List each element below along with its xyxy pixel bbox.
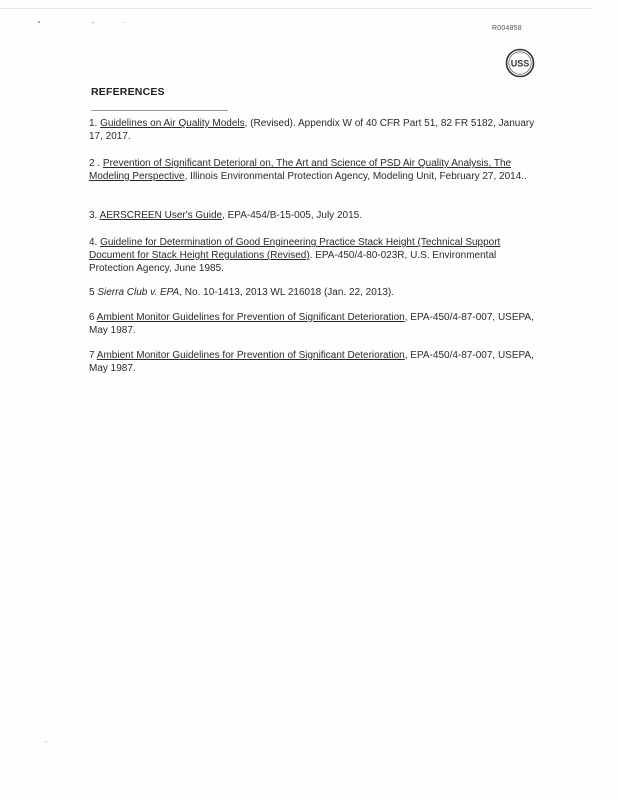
reference-title: Guidelines on Air Quality Models (100, 118, 245, 129)
scan-speck (123, 22, 124, 23)
reference-number: 2 . (89, 158, 101, 169)
scan-speck (92, 22, 94, 23)
reference-title: Ambient Monitor Guidelines for Prevention of Significant Deterioration (96, 350, 405, 361)
reference-number: 1. (89, 118, 98, 129)
reference-details: , Illinois Environmental Protection Agency, Modeling Unit, February 27, 2014.. (184, 171, 527, 182)
reference-case-name: Sierra Club v. EPA (97, 287, 180, 298)
scan-speck (45, 741, 47, 742)
reference-item-1 (89, 117, 539, 143)
reference-details: , EPA-454/B-15-005, July 2015. (222, 210, 362, 221)
reference-item-6 (89, 311, 539, 337)
scan-speck (38, 21, 40, 23)
reference-item-7 (89, 349, 539, 375)
reference-number: 3. (89, 210, 98, 221)
reference-details: , (Revised). Appendix W of 40 CFR Part 51, 82 FR 5182, January 17, 2017. (89, 118, 535, 142)
references-heading: REFERENCES (91, 86, 165, 98)
reference-number: 5 (89, 287, 95, 298)
reference-details: , EPA-450/4-87-007, USEPA, May 1987. (89, 350, 534, 374)
reference-details: , EPA-450/4-87-007, USEPA, May 1987. (89, 312, 534, 336)
reference-number: 4. (89, 237, 98, 248)
scan-edge-line (0, 8, 592, 9)
reference-number: 6 (89, 312, 95, 323)
reference-item-3 (89, 209, 539, 222)
heading-rule (91, 110, 228, 111)
reference-item-5 (89, 286, 539, 299)
page-id: R004858 (492, 25, 522, 32)
reference-title: AERSCREEN User's Guide (99, 210, 223, 221)
reference-item-4 (89, 236, 539, 275)
reference-title: Guideline for Determination of Good Engineering Practice Stack Height (Technical Support Document for Stack Height Regulations (Revised) (89, 237, 501, 261)
logo-lettering: USS (510, 58, 530, 69)
uss-logo (505, 48, 535, 78)
reference-title: Ambient Monitor Guidelines for Prevention of Significant Deterioration (96, 312, 405, 323)
reference-title: Prevention of Significant Deterioral on, The Art and Science of PSD Air Quality Analysis, The Modeling Perspective (89, 158, 512, 182)
reference-details: , No. 10-1413, 2013 WL 216018 (Jan. 22, 2013). (179, 287, 395, 298)
reference-item-2 (89, 157, 539, 183)
reference-details: . EPA-450/4-80-023R, U.S. Environmental Protection Agency, June 1985. (89, 250, 497, 274)
reference-number: 7 (89, 350, 95, 361)
